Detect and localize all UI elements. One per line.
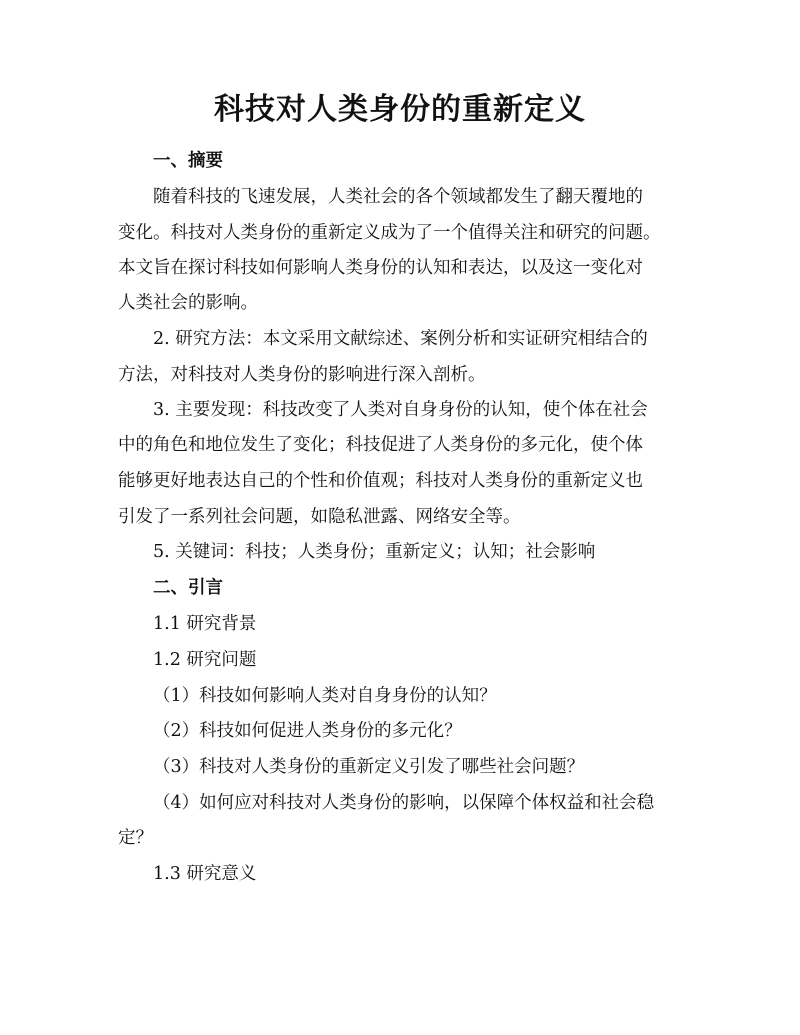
paragraph-line: 中的角色和地位发生了变化；科技促进了人类身份的多元化，使个体 xyxy=(118,435,643,455)
question-item: （2）科技如何促进人类身份的多元化？ xyxy=(153,721,462,741)
question-item: （4）如何应对科技对人类身份的影响，以保障个体权益和社会稳 xyxy=(153,793,655,813)
subsection-heading: 1.1 研究背景 xyxy=(153,614,257,634)
keywords-line: 5. 关键词：科技；人类身份；重新定义；认知；社会影响 xyxy=(153,542,596,562)
paragraph-line: 引发了一系列社会问题，如隐私泄露、网络安全等。 xyxy=(118,507,521,527)
subsection-heading: 1.3 研究意义 xyxy=(153,864,257,884)
section-heading-abstract: 一、摘要 xyxy=(153,151,223,171)
question-item: （1）科技如何影响人类对自身身份的认知？ xyxy=(153,686,497,706)
paragraph-line: 本文旨在探讨科技如何影响人类身份的认知和表达，以及这一变化对 xyxy=(118,258,643,278)
paragraph-line: 变化。科技对人类身份的重新定义成为了一个值得关注和研究的问题。 xyxy=(118,223,661,243)
paragraph-line: 2. 研究方法：本文采用文献综述、案例分析和实证研究相结合的 xyxy=(153,329,648,349)
question-item-continuation: 定？ xyxy=(118,828,153,848)
question-item: （3）科技对人类身份的重新定义引发了哪些社会问题？ xyxy=(153,757,585,777)
paragraph-line: 方法，对科技对人类身份的影响进行深入剖析。 xyxy=(118,365,486,385)
document-title: 科技对人类身份的重新定义 xyxy=(214,92,586,127)
paragraph-line: 人类社会的影响。 xyxy=(118,293,258,313)
subsection-heading: 1.2 研究问题 xyxy=(153,650,257,670)
paragraph-line: 随着科技的飞速发展，人类社会的各个领域都发生了翻天覆地的 xyxy=(153,187,643,207)
paragraph-line: 能够更好地表达自己的个性和价值观；科技对人类身份的重新定义也 xyxy=(118,471,643,491)
paragraph-line: 3. 主要发现：科技改变了人类对自身身份的认知，使个体在社会 xyxy=(153,400,648,420)
section-heading-introduction: 二、引言 xyxy=(153,578,223,598)
